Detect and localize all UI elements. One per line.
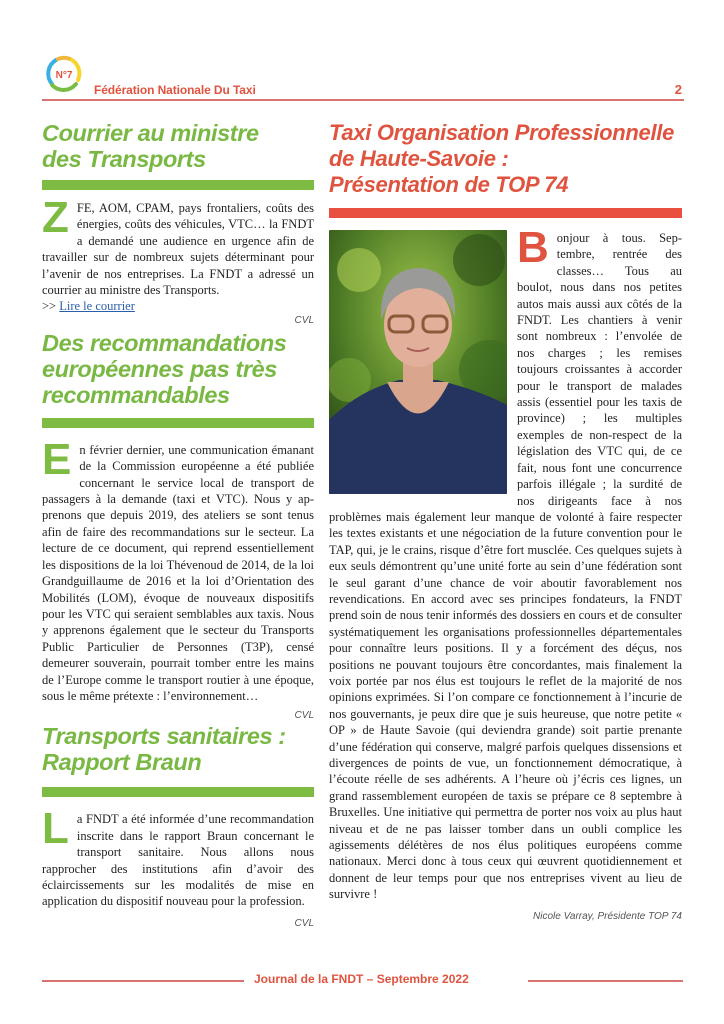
article-top74 [329,120,682,922]
article-title: Transports sanitaires : Rapport Braun [42,723,286,776]
header-title: Fédération Nationale Du Taxi [94,83,256,97]
title-bar [42,418,314,428]
dropcap: E [42,442,72,475]
dropcap: Z [42,201,69,233]
title-bar [329,208,682,218]
footer-rule-right [528,980,683,982]
article-title: Courrier au ministre des Transports [42,120,259,172]
read-letter-link[interactable]: Lire le courrier [59,299,135,314]
page-number: 2 [674,82,682,97]
article-signature: CVL [294,314,314,326]
article-title: Taxi Organisation Professionnelle de Haute-Savoie : Présentation de TOP 74 [329,120,675,197]
article-body: E n février dernier, une communication émanant de la Commission européenne a été publiée concernant le service local de transport de passagers à la demande (taxi et VTC). Nous y apprenons que depuis 2019, des ateliers se sont tenus afin de faire des recommandations sur le secteur. La lecture de ce document, qui reprend essentiellement les dispositions de la loi Thévenoud de 2014, de la loi Grandguillaume de 2016 et la loi d’Orientation des Mobilités (LOM), évoque de nouveaux dispositifs pour les VTC qui seraient semblables aux taxis. Nous y apprenons également que le secteur du Transports Public Particulier de Personnes (T3P), censé demeurer souverain, pourrait tomber entre les mains de l’Europe comme le transport routier à une époque, sous le même prétexte : l’environnement… [42,442,314,703]
right-column [329,120,682,922]
article-signature: CVL [294,710,314,722]
title-bar [42,180,314,190]
article-courrier-ministre [42,120,314,326]
article-signature: Nicole Varray, Présidente TOP 74 [533,910,682,922]
footer-rule-left [42,980,244,982]
fndt-logo [44,54,84,94]
article-title: Des recommandations européennes pas très recommandables [42,329,287,408]
article-transports-sanitaires [42,723,314,928]
title-bar [42,787,314,797]
dropcap: B [517,231,549,263]
page-header [42,54,684,102]
portrait-photo [329,230,507,494]
svg-text:N°7: N°7 [55,70,73,81]
article-recommandations-europeennes [42,330,314,722]
article-signature: CVL [294,917,314,929]
page-footer [42,970,682,990]
article-body: L a FNDT a été informée d’une recommandation inscrite dans le rapport Braun concernant le transport sanitaire. Nous allons nous rapprocher des institutions afin d’avoir des éclaircissements sur les modalités de mise en application du dispositif nouveau pour la profession. [42,812,314,909]
article-body: B onjour à tous. Septembre, rentrée des classes… Tous au boulot, nous dans nos petites autos mais aussi aux côtés de la FNDT. Les chantiers à venir sont nombreux : l’envolée de nos charges ; les remises toujours croissantes à accorder pour le transport de malades assis (essentiel pour les taxis de province) ; les multiples exemples de non-respect de la législation des VTC qui, de ce fait, nous font une concurrence parfois illégale ; la surdité de nos dirigeants face à nos problèmes mais également leur manque de volonté à faire respecter les textes existants et une négociation de la future convention pour le TAP, qui, je le crains, risque d’être fort musclée. Ces quelques sujets à eux seuls démontrent qu’une unité forte au sein d’une fédération sont le seul garant d’une chance de voir aboutir favorablement nos revendications. En accord avec ses principes fondateurs, la FNDT prend soin de nous tenir informés des dossiers en cours et de consulter systématiquement les organisations professionnelles départementales pour connaître leurs positions. Il y a forcément des déçus, nos positions ne pouvant toujours être concordantes, mais finalement la voix portée par nos élus est toujours le reflet de la majorité de nos opinions exprimées. Si l’on compare ce fonctionnement à l’incurie de nos gouvernants, je peux dire que je suis heureuse, que notre petite « OP » de Haute Savoie (qui deviendra grande) soit partie prenante d’une fédération qui conserve, malgré parfois quelques dissensions et divergences de points de vue, un fonctionnement démocratique, à l’écoute réelle de ses adhérents. A l’heure où j’écris ces lignes, un grand rassemblement européen de taxis se prépare ce 8 septembre à Bruxelles. Une initiative qui permettra de porter nos voix au plus haut niveau et de ne pas laisser tomber dans un oubli complice les agissements délétères de nos élus politiques européens comme nationaux. Merci donc à tous ceux qui œuvrent quotidiennement et donnent de leur temps pour que nos entreprises vivent au lieu de survivre ! [329,231,682,902]
header-divider [42,99,684,101]
logo-ring-icon [44,54,84,94]
left-column [42,120,314,929]
dropcap: L [42,812,69,845]
portrait-image [329,230,507,494]
footer-text: Journal de la FNDT – Septembre 2022 [254,972,469,986]
article-body: Z FE, AOM, CPAM, pays frontaliers, coûts des énergies, coûts des véhicules, VTC… la FNDT a demandé une audience en urgence afin de travailler sur de nombreux sujets déterminant pour l’avenir de nos entreprises. La FNDT a adressé un courrier au ministre des Transports. >> Lire le courrier [42,201,314,314]
